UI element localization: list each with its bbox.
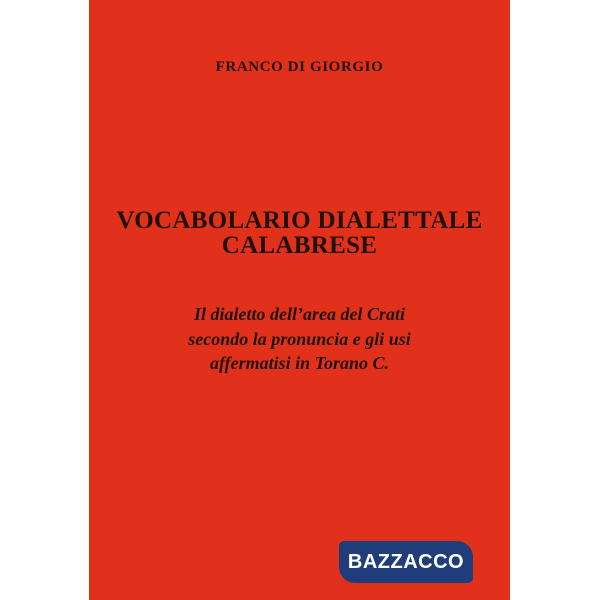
book-title-line-2: CALABRESE (221, 232, 378, 259)
book-title (89, 208, 510, 258)
book-subtitle-line-3: affermatisi in Torano C. (209, 353, 390, 373)
publisher-logo (339, 541, 473, 583)
book-title-line-1: VOCABOLARIO DIALETTALE (116, 207, 483, 234)
publisher-name: BAZZACCO (347, 550, 465, 573)
author-name: FRANCO DI GIORGIO (215, 59, 384, 75)
book-subtitle-line-1: Il dialetto dell’area del Crati (194, 304, 405, 324)
book-subtitle (89, 302, 510, 376)
book-subtitle-line-2: secondo la pronuncia e gli usi (188, 328, 411, 349)
book-cover (89, 0, 510, 600)
